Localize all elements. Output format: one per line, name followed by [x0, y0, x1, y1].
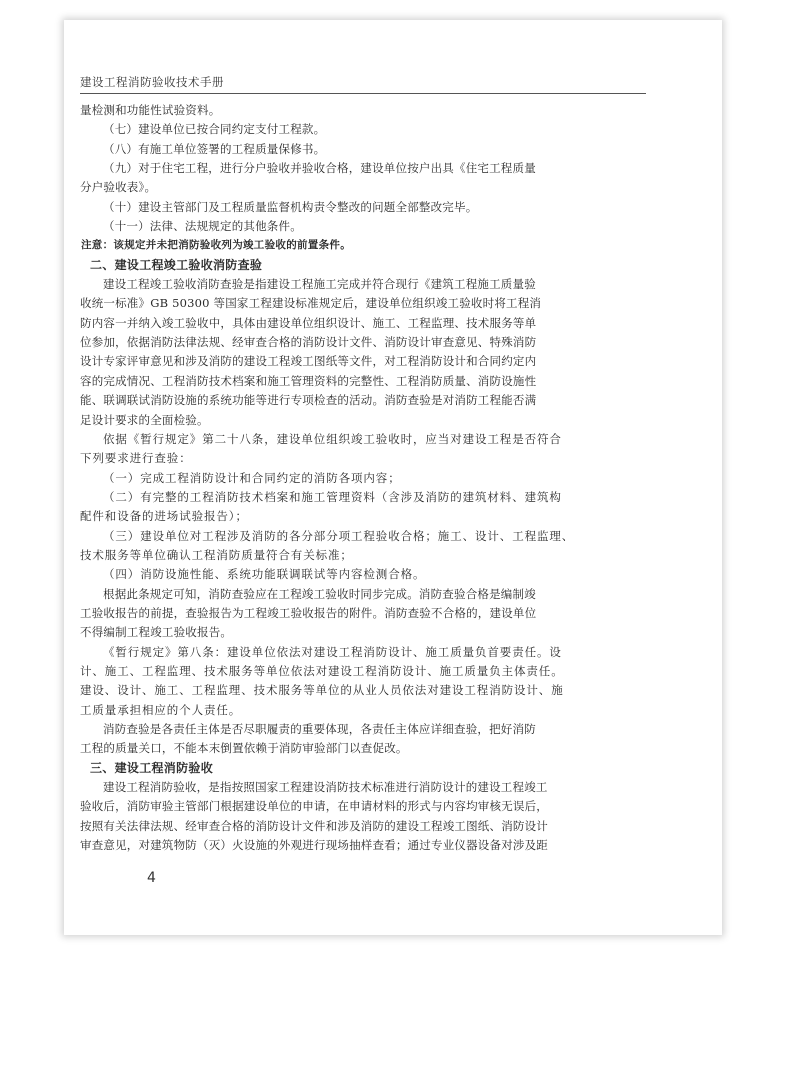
- text-line: 技术服务等单位确认工程消防质量符合有关标准；: [80, 547, 353, 562]
- text-line: 工验收报告的前提，查验报告为工程竣工验收报告的附件。消防查验不合格的，建设单位: [80, 605, 537, 620]
- section-heading: 三、建设工程消防验收: [90, 760, 214, 775]
- text-line: 防内容一并纳入竣工验收中，具体由建设单位组织设计、施工、工程监理、技术服务等单: [80, 315, 537, 330]
- running-header: 建设工程消防验收技术手册: [80, 75, 224, 89]
- text-line: （三）建设单位对工程涉及消防的各分部分项工程验收合格；施工、设计、工程监理、: [103, 528, 575, 543]
- text-line: （九）对于住宅工程，进行分户验收并验收合格，建设单位按户出具《住宅工程质量: [103, 161, 536, 176]
- text-line: （八）有施工单位签署的工程质量保修书。: [103, 141, 326, 156]
- text-line: 分户验收表》。: [80, 180, 157, 195]
- text-line: 量检测和功能性试验资料。: [80, 103, 221, 117]
- text-line: 验收后，消防审验主管部门根据建设单位的申请，在申请材料的形式与内容均审核无误后，: [80, 799, 548, 814]
- text-line: 能、联调联试消防设施的系统功能等进行专项检查的活动。消防查验是对消防工程能否满: [80, 393, 537, 408]
- text-line: （一）完成工程消防设计和合同约定的消防各项内容；: [103, 470, 401, 485]
- text-line: 消防查验是各责任主体是否尽职履责的重要体现，各责任主体应详细查验，把好消防: [103, 722, 536, 736]
- text-line: 《暂行规定》第八条：建设单位依法对建设工程消防设计、施工质量负首要责任。设: [103, 644, 562, 659]
- text-line: 按照有关法律法规、经审查合格的消防设计文件和涉及消防的建设工程竣工图纸、消防设计: [80, 818, 548, 833]
- text-line: （十）建设主管部门及工程质量监督机构责令整改的问题全部整改完毕。: [103, 199, 478, 214]
- text-line: 容的完成情况、工程消防技术档案和施工管理资料的完整性、工程消防质量、消防设施性: [80, 373, 537, 388]
- text-line: 下列要求进行查验：: [80, 451, 192, 466]
- text-line: 设计专家评审意见和涉及消防的建设工程竣工图纸等文件，对工程消防设计和合同约定内: [80, 354, 537, 369]
- text-line: 根据此条规定可知，消防查验应在工程竣工验收时同步完成。消防查验合格是编制竣: [103, 586, 536, 601]
- text-line: 计、施工、工程监理、技术服务等单位依法对建设工程消防设计、施工质量负主体责任。: [80, 663, 564, 678]
- text-line: 配件和设备的进场试验报告）；: [80, 509, 248, 524]
- page-number: 4: [147, 870, 156, 886]
- text-line: 建设工程竣工验收消防查验是指建设工程施工完成并符合现行《建筑工程施工质量验: [103, 277, 536, 292]
- text-line: 不得编制工程竣工验收报告。: [80, 625, 233, 640]
- text-line: （二）有完整的工程消防技术档案和施工管理资料（含涉及消防的建筑材料、建筑构: [103, 489, 562, 504]
- text-line: 建设工程消防验收，是指按照国家工程建设消防技术标准进行消防设计的建设工程竣工: [103, 780, 548, 795]
- text-line: 工质量承担相应的个人责任。: [80, 702, 242, 717]
- note-line: 注意：该规定并未把消防验收列为竣工验收的前置条件。: [81, 239, 351, 252]
- text-line: 建设、设计、施工、工程监理、技术服务等单位的从业人员依法对建设工程消防设计、施: [80, 683, 564, 698]
- text-line: 审查意见，对建筑物防（灭）火设施的外观进行现场抽样查看；通过专业仪器设备对涉及距: [80, 838, 548, 853]
- body-text: [80, 101, 646, 855]
- header-rule: [80, 93, 646, 94]
- section-heading: 二、建设工程竣工验收消防查验: [90, 257, 263, 272]
- text-line: 位参加，依据消防法律法规、经审查合格的消防设计文件、消防设计审查意见、特殊消防: [80, 335, 537, 350]
- text-line: （十一）法律、法规规定的其他条件。: [103, 219, 302, 234]
- text-line: 工程的质量关口，不能本末倒置依赖于消防审验部门以查促改。: [80, 741, 408, 756]
- text-line: 足设计要求的全面检验。: [80, 412, 209, 427]
- text-line: 依据《暂行规定》第二十八条，建设单位组织竣工验收时，应当对建设工程是否符合: [103, 431, 562, 446]
- text-line: 收统一标准》GB 50300 等国家工程建设标准规定后，建设单位组织竣工验收时将工程消: [80, 296, 542, 311]
- text-line: （七）建设单位已按合同约定支付工程款。: [103, 122, 326, 137]
- text-line: （四）消防设施性能、系统功能联调联试等内容检测合格。: [103, 567, 426, 582]
